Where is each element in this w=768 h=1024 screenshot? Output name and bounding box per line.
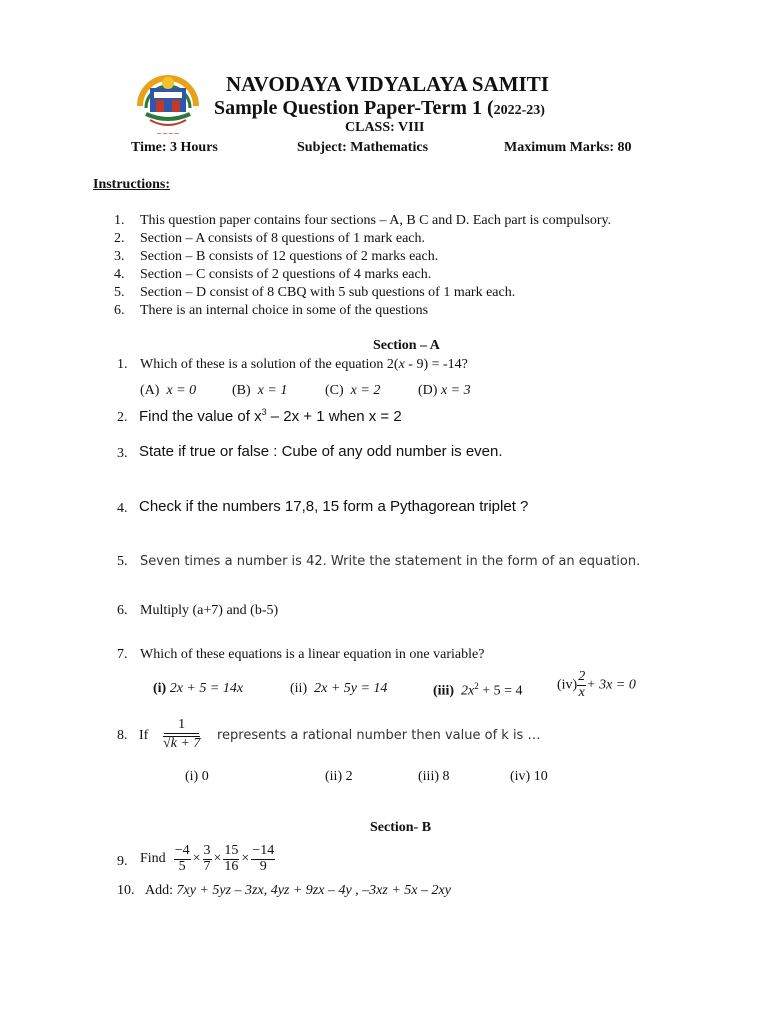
question-3-text: State if true or false : Cube of any odd number is even. <box>139 443 503 460</box>
option-iv: (iv) 10 <box>510 769 548 784</box>
question-number: 3. <box>117 446 128 461</box>
question-4-text: Check if the numbers 17,8, 15 form a Pythagorean triplet ? <box>139 498 529 515</box>
question-number: 6. <box>117 603 128 618</box>
list-item: 5. Section – D consist of 8 CBQ with 5 sub questions of 1 mark each. <box>114 285 516 300</box>
option-iv: (iv) $\frac{2}{x}$ + 3x = 0 <box>557 669 636 700</box>
question-2-text: Find the value of $x^3 - 2x + 1$ when x = 2 <box>139 407 402 425</box>
option-b: (B) x = 1 <box>232 383 288 398</box>
time-label: Time: 3 Hours <box>131 140 218 155</box>
class-label: CLASS: VIII <box>345 120 425 135</box>
instructions-heading: Instructions: <box>93 177 171 192</box>
list-item: 6. There is an internal choice in some of the questions <box>114 303 429 318</box>
question-6-text: Multiply (a+7) and (b-5) <box>140 603 279 618</box>
question-10-text: Add: 7xy + 5yz – 3zx, 4yz + 9zx – 4y , –3xz + 5x – 2xy <box>145 883 451 898</box>
option-a: (A) x = 0 <box>140 383 197 398</box>
option-c: (C) x = 2 <box>325 383 381 398</box>
subject-label: Subject: Mathematics <box>297 140 429 155</box>
org-title: NAVODAYA VIDYALAYA SAMITI <box>226 72 549 96</box>
question-number: 10. <box>117 883 135 898</box>
option-iii: (iii) $2x^2 + 5 = 4$ <box>433 681 523 699</box>
option-iii: (iii) 8 <box>418 769 450 784</box>
option-ii: (ii) 2x + 5y = 14 <box>290 681 388 696</box>
nvs-emblem-icon <box>132 68 204 138</box>
section-a-heading: Section – A <box>373 338 440 353</box>
marks-label: Maximum Marks: 80 <box>504 140 632 155</box>
svg-text:~~~~: ~~~~ <box>156 130 180 138</box>
question-number: 4. <box>117 501 128 516</box>
option-d: (D) x = 3 <box>418 383 471 398</box>
paper-title: Sample Question Paper-Term 1 (2022-23) <box>214 97 545 119</box>
question-8-text: represents a rational number then value of k is … <box>217 728 541 743</box>
question-8-if: If <box>139 728 149 743</box>
question-8-fraction: $\frac{1}{√k + 7}$ <box>163 717 201 751</box>
option-i: (i) 2x + 5 = 14x <box>153 681 244 696</box>
instructions-list <box>114 212 611 320</box>
question-number: 9. <box>117 854 128 869</box>
question-5-text: Seven times a number is 42. Write the statement in the form of an equation. <box>140 554 641 569</box>
question-number: 1. <box>117 357 128 372</box>
section-b-heading: Section- B <box>370 820 432 835</box>
option-ii: (ii) 2 <box>325 769 353 784</box>
list-item: 1. This question paper contains four sections – A, B C and D. Each part is compulsory. <box>114 213 612 228</box>
question-number: 2. <box>117 410 128 425</box>
option-i: (i) 0 <box>185 769 209 784</box>
question-number: 5. <box>117 554 128 569</box>
question-7-text: Which of these equations is a linear equation in one variable? <box>140 647 485 662</box>
question-1-text: Which of these is a solution of the equation 2(x - 9) = -14? <box>140 357 468 372</box>
list-item: 3. Section – B consists of 12 questions of 2 marks each. <box>114 249 439 264</box>
question-number: 7. <box>117 647 128 662</box>
question-number: 8. <box>117 728 128 743</box>
question-9-text: Find $\frac{-4}{5}$ × $\frac{3}{7}$ × $\frac{15}{16}$ × $\frac{-14}{9}$ <box>140 843 275 874</box>
list-item: 4. Section – C consists of 2 questions of 4 marks each. <box>114 267 432 282</box>
list-item: 2. Section – A consists of 8 questions of 1 mark each. <box>114 231 426 246</box>
